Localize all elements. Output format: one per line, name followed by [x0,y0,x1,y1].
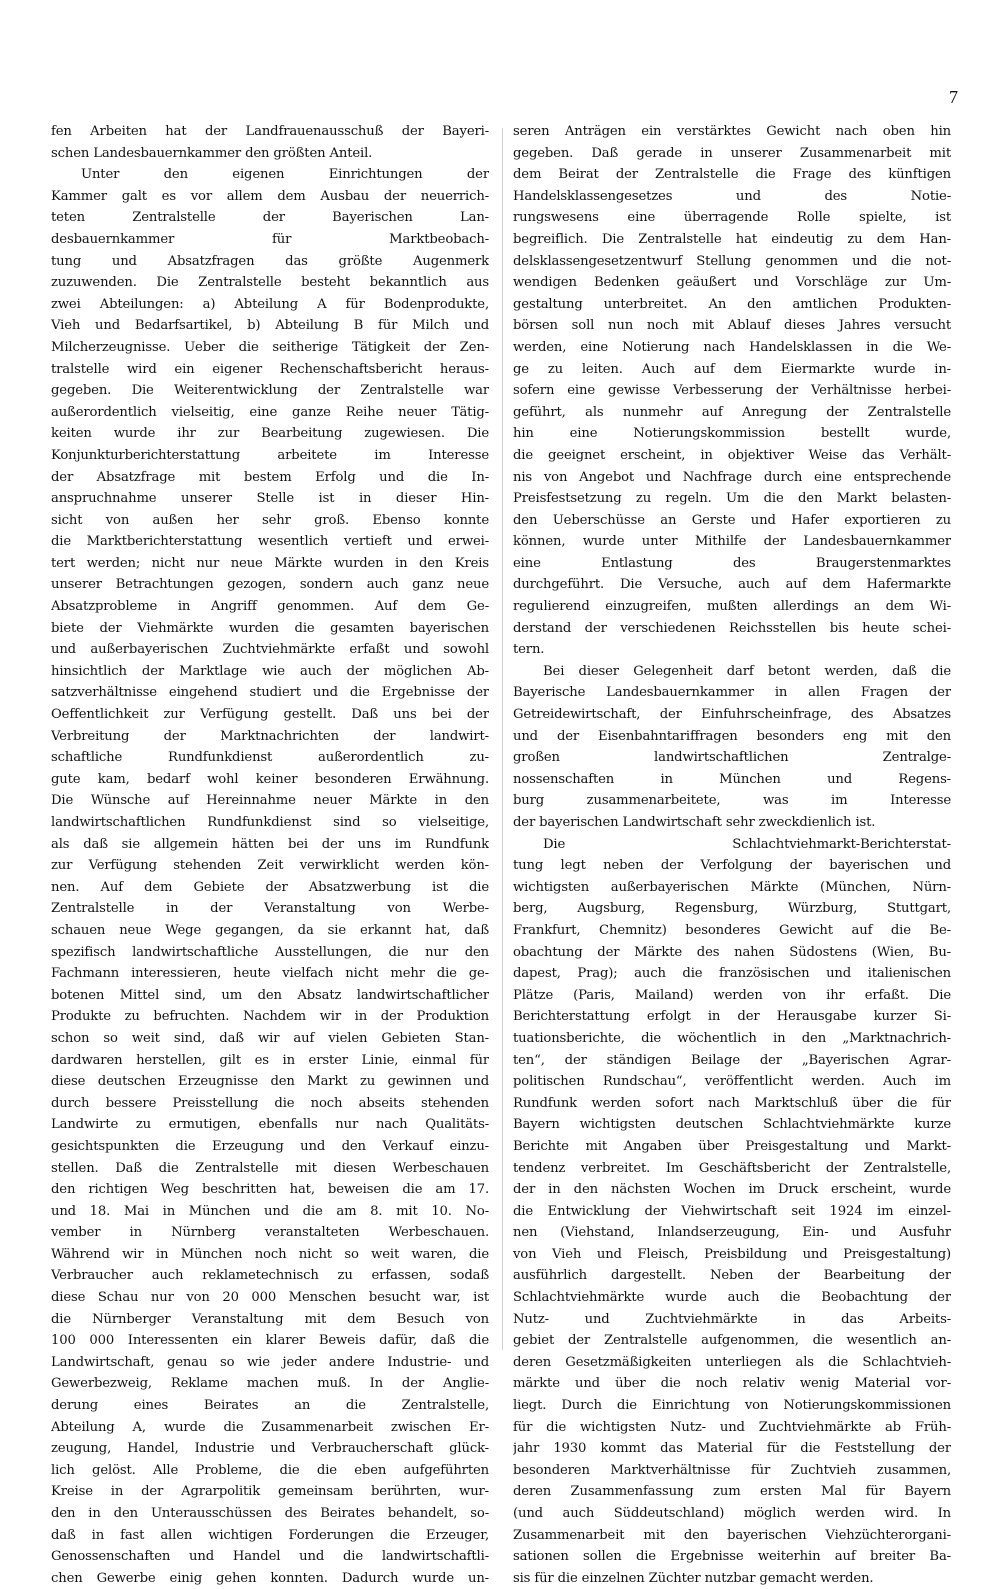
text-line: Kammer galt es vor allem dem Ausbau der neuerrich- [51,188,489,204]
text-line: märkte und über die noch relativ wenig Material vor- [513,1376,951,1392]
text-line: dapest, Prag); auch die französischen und italienischen [513,966,951,982]
text-line: keiten wurde ihr zur Bearbeitung zugewiesen. Die [51,426,489,442]
text-line: Verbraucher auch reklametechnisch zu erfassen, sodaß [51,1268,489,1284]
text-line: derstand der verschiedenen Reichsstellen bis heute schei- [513,620,951,636]
text-line: ge zu leiten. Auch auf dem Eiermarkte wurde in- [513,361,951,377]
text-line: dardwaren herstellen, gilt es in erster Linie, einmal für [51,1052,489,1068]
text-line: Produkte zu befruchten. Nachdem wir in der Produktion [51,1009,489,1025]
text-line: von Vieh und Fleisch, Preisbildung und Preisgestaltung) [513,1246,951,1262]
text-line: delsklassengesetzentwurf Stellung genommen und die not- [513,253,951,269]
text-line: Bayerische Landesbauernkammer in allen Fragen der [513,685,951,701]
text-line: tert werden; nicht nur neue Märkte wurden in den Kreis [51,555,489,571]
text-line: und der Eisenbahntariffragen besonders eng mit den [513,728,951,744]
text-line: Konjunkturberichterstattung arbeitete im Interesse [51,447,489,463]
text-line: Handelsklassengesetzes und des Notie- [513,188,951,204]
text-line: Berichte mit Angaben über Preisgestaltung und Markt- [513,1138,951,1154]
text-line: sationen sollen die Ergebnisse weiterhin auf breiter Ba- [513,1549,951,1565]
text-line: Bei dieser Gelegenheit darf betont werden, daß die [543,663,951,679]
text-line: Bayern wichtigsten deutschen Schlachtviehmärkte kurze [513,1117,951,1133]
text-line: Absatzprobleme in Angriff genommen. Auf dem Ge- [51,599,489,615]
text-line: zeugung, Handel, Industrie und Verbraucherschaft glück- [51,1441,489,1457]
text-line: Getreidewirtschaft, der Einfuhrscheinfrage, des Absatzes [513,707,951,723]
text-line: eine Entlastung des Braugerstenmarktes [513,555,951,571]
text-line: zuzuwenden. Die Zentralstelle besteht bekanntlich aus [51,275,489,291]
text-line: Nutz- und Zuchtviehmärkte in das Arbeits- [513,1311,951,1327]
text-line: schon so weit sind, daß wir auf vielen Gebieten Stan- [51,1030,489,1046]
text-line: gute kam, bedarf wohl keiner besonderen Erwähnung. [51,771,489,787]
text-line: Genossenschaften und Handel und die landwirtschaftli- [51,1549,489,1565]
text-line: anspruchnahme unserer Stelle ist in dieser Hin- [51,491,489,507]
text-line: deren Zusammenfassung zum ersten Mal für Bayern [513,1484,951,1500]
text-line: die Entwicklung der Viehwirtschaft seit 1924 im einzel- [513,1203,951,1219]
text-line: lich gelöst. Alle Probleme, die die eben aufgeführten [51,1462,489,1478]
text-line: botenen Mittel sind, um den Absatz landwirtschaftlicher [51,987,489,1003]
text-line: nis von Angebot und Nachfrage durch eine entsprechende [513,469,951,485]
text-line: sis für die einzelnen Züchter nutzbar gemacht werden. [513,1570,874,1586]
text-line: satzverhältnisse eingehend studiert und die Ergebnisse der [51,685,489,701]
text-line: können, wurde unter Mithilfe der Landesbauernkammer [513,534,951,550]
text-line: deren Gesetzmäßigkeiten unterliegen als die Schlachtvieh- [513,1354,951,1370]
text-line: vember in Nürnberg veranstalteten Werbeschauen. [51,1225,489,1241]
text-line: Gewerbezweig, Reklame machen muß. In der Anglie- [51,1376,489,1392]
text-line: als daß sie allgemein hätten bei der uns im Rundfunk [51,836,489,852]
text-line: desbauernkammer für Marktbeobach- [51,231,489,247]
text-line: Berichterstattung erfolgt in der Herausgabe kurzer Si- [513,1009,951,1025]
text-line: schen Landesbauernkammer den größten Anteil. [51,145,373,161]
text-line: den Ueberschüsse an Gerste und Hafer exportieren zu [513,512,951,528]
text-line: spezifisch landwirtschaftliche Ausstellungen, die nur den [51,944,489,960]
text-line: durchgeführt. Die Versuche, auch auf dem Hafermarkte [513,577,951,593]
text-line: und 18. Mai in München und die am 8. mit 10. No- [51,1203,489,1219]
text-line: besonderen Marktverhältnisse für Zuchtvieh zusammen, [513,1462,951,1478]
text-line: diese Schau nur von 20 000 Menschen besucht war, ist [51,1290,489,1306]
text-line: sofern eine gewisse Verbesserung der Verhältnisse herbei- [513,383,951,399]
text-line: hin eine Notierungskommission bestellt wurde, [513,426,951,442]
text-line: Vieh und Bedarfsartikel, b) Abteilung B für Milch und [51,318,489,334]
text-line: teten Zentralstelle der Bayerischen Lan- [51,210,489,226]
text-line: regulierend einzugreifen, mußten allerdings an dem Wi- [513,599,951,615]
text-line: Zentralstelle in der Veranstaltung von Werbe- [51,901,489,917]
text-line: obachtung der Märkte des nahen Südostens (Wien, Bu- [513,944,951,960]
text-line: Die Wünsche auf Hereinnahme neuer Märkte in den [51,793,489,809]
text-line: stellen. Daß die Zentralstelle mit diesen Werbeschauen [51,1160,489,1176]
text-line: Die Schlachtviehmarkt-Berichterstat- [543,836,951,852]
text-line: Oeffentlichkeit zur Verfügung gestellt. Daß uns bei der [51,707,489,723]
text-line: derung eines Beirates an die Zentralstelle, [51,1398,489,1414]
text-line: der Absatzfrage mit bestem Erfolg und die In- [51,469,489,485]
text-line: (und auch Süddeutschland) möglich werden wird. In [513,1506,951,1521]
text-line: Plätze (Paris, Mailand) werden von ihr erfaßt. Die [513,987,951,1003]
text-line: tralstelle wird ein eigener Rechenschaftsbericht heraus- [51,361,489,377]
column-divider [502,128,503,1350]
text-line: gegeben. Daß gerade in unserer Zusammenarbeit mit [513,145,951,161]
text-line: gegeben. Die Weiterentwicklung der Zentralstelle war [51,383,489,399]
text-line: daß in fast allen wichtigen Forderungen die Erzeuger, [51,1527,489,1543]
text-line: für die wichtigsten Nutz- und Zuchtviehmärkte ab Früh- [513,1419,951,1435]
page-number: 7 [949,87,958,107]
text-line: ten“, der ständigen Beilage der „Bayerischen Agrar- [513,1052,951,1068]
text-line: nen. Auf dem Gebiete der Absatzwerbung ist die [51,879,489,895]
text-line: hinsichtlich der Marktlage wie auch der möglichen Ab- [51,663,489,679]
text-line: tendenz verbreitet. Im Geschäftsbericht der Zentralstelle, [513,1160,951,1176]
text-line: ausführlich dargestellt. Neben der Bearbeitung der [513,1268,951,1284]
text-line: großen landwirtschaftlichen Zentralge- [513,750,951,766]
text-line: schaftliche Rundfunkdienst außerordentlich zu- [51,750,489,766]
text-line: landwirtschaftlichen Rundfunkdienst sind so vielseitige, [51,815,489,830]
text-line: tung legt neben der Verfolgung der bayerischen und [513,858,951,874]
left-column [51,121,489,1589]
text-line: zwei Abteilungen: a) Abteilung A für Bodenprodukte, [51,296,489,312]
text-line: fen Arbeiten hat der Landfrauenausschuß der Bayeri- [51,124,489,139]
text-line: werden, eine Notierung nach Handelsklassen in die We- [513,339,951,355]
text-line: berg, Augsburg, Regensburg, Würzburg, Stuttgart, [513,901,951,917]
text-line: Kreise in der Agrarpolitik gemeinsam berührten, wur- [51,1484,489,1500]
text-line: börsen soll nun noch mit Ablauf dieses Jahres versucht [513,318,951,334]
text-line: seren Anträgen ein verstärktes Gewicht nach oben hin [513,124,951,139]
text-line: diese deutschen Erzeugnisse den Markt zu gewinnen und [51,1074,489,1090]
text-line: die Marktberichterstattung wesentlich vertieft und erwei- [51,534,489,550]
text-line: Fachmann interessieren, heute vielfach nicht mehr die ge- [51,966,489,982]
text-line: liegt. Durch die Einrichtung von Notierungskommissionen [513,1398,951,1414]
text-line: Preisfestsetzung zu regeln. Um die den Markt belasten- [513,491,951,507]
text-line: Milcherzeugnisse. Ueber die seitherige Tätigkeit der Zen- [51,339,489,355]
text-line: rungswesens eine überragende Rolle spielte, ist [513,210,951,226]
text-line: dem Beirat der Zentralstelle die Frage des künftigen [513,167,951,183]
text-line: nen (Viehstand, Inlandserzeugung, Ein- und Ausfuhr [513,1225,951,1241]
text-line: gestaltung unterbreitet. An den amtlichen Produkten- [513,296,951,312]
text-line: die geeignet erscheint, in objektiver Weise das Verhält- [513,447,951,463]
text-line: außerordentlich vielseitig, eine ganze Reihe neuer Tätig- [51,404,489,420]
text-line: chen Gewerbe einig gehen konnten. Dadurch wurde un- [51,1570,489,1586]
text-line: gesichtspunkten die Erzeugung und den Verkauf einzu- [51,1138,489,1154]
text-line: Schlachtviehmärkte wurde auch die Beobachtung der [513,1290,951,1306]
text-line: burg zusammenarbeitete, was im Interesse [513,793,951,809]
text-line: Abteilung A, wurde die Zusammenarbeit zwischen Er- [51,1419,489,1435]
text-line: unserer Betrachtungen gezogen, sondern auch ganz neue [51,577,489,593]
text-line: der in den nächsten Wochen im Druck erscheint, wurde [513,1182,951,1198]
text-line: biete der Viehmärkte wurden die gesamten bayerischen [51,620,489,636]
text-line: Frankfurt, Chemnitz) besonderes Gewicht auf die Be- [513,922,951,938]
text-line: wichtigsten außerbayerischen Märkte (München, Nürn- [513,879,951,895]
text-line: 100 000 Interessenten ein klarer Beweis dafür, daß die [51,1333,489,1349]
text-line: tern. [513,642,545,658]
text-line: und außerbayerischen Zuchtviehmärkte erfaßt und sowohl [51,642,489,658]
text-line: tung und Absatzfragen das größte Augenmerk [51,253,489,269]
text-line: zur Verfügung stehenden Zeit verwirklicht werden kön- [51,858,489,874]
text-line: den in den Unterausschüssen des Beirates behandelt, so- [51,1506,489,1521]
right-column [513,121,951,1589]
text-line: politischen Rundschau“, veröffentlicht werden. Auch im [513,1074,951,1090]
text-line: Rundfunk werden sofort nach Marktschluß über die für [513,1095,951,1111]
text-line: jahr 1930 kommt das Material für die Feststellung der [513,1441,951,1457]
text-line: Verbreitung der Marktnachrichten der landwirt- [51,728,489,744]
text-line: Unter den eigenen Einrichtungen der [81,167,489,183]
text-line: schauen neue Wege gegangen, da sie erkannt hat, daß [51,922,489,938]
text-line: wendigen Bedenken geäußert und Vorschläge zur Um- [513,275,951,291]
text-line: Landwirtschaft, genau so wie jeder andere Industrie- und [51,1354,489,1370]
text-line: geführt, als nunmehr auf Anregung der Zentralstelle [513,404,951,420]
text-line: gebiet der Zentralstelle aufgenommen, die wesentlich an- [513,1333,951,1349]
text-line: Zusammenarbeit mit den bayerischen Viehzüchterorgani- [513,1527,951,1543]
text-line: der bayerischen Landwirtschaft sehr zweckdienlich ist. [513,815,876,830]
text-line: durch bessere Preisstellung die noch abseits stehenden [51,1095,489,1111]
text-line: die Nürnberger Veranstaltung mit dem Besuch von [51,1311,489,1327]
text-line: begreiflich. Die Zentralstelle hat eindeutig zu dem Han- [513,231,951,247]
text-line: Landwirte zu ermutigen, ebenfalls nur nach Qualitäts- [51,1117,489,1133]
text-line: den richtigen Weg beschritten hat, beweisen die am 17. [51,1182,489,1198]
text-line: tuationsberichte, die wöchentlich in den „Marktnachrich- [513,1030,951,1046]
text-line: nossenschaften in München und Regens- [513,771,951,787]
text-line: sicht von außen her sehr groß. Ebenso konnte [51,512,489,528]
text-line: Während wir in München noch nicht so weit waren, die [51,1246,489,1262]
